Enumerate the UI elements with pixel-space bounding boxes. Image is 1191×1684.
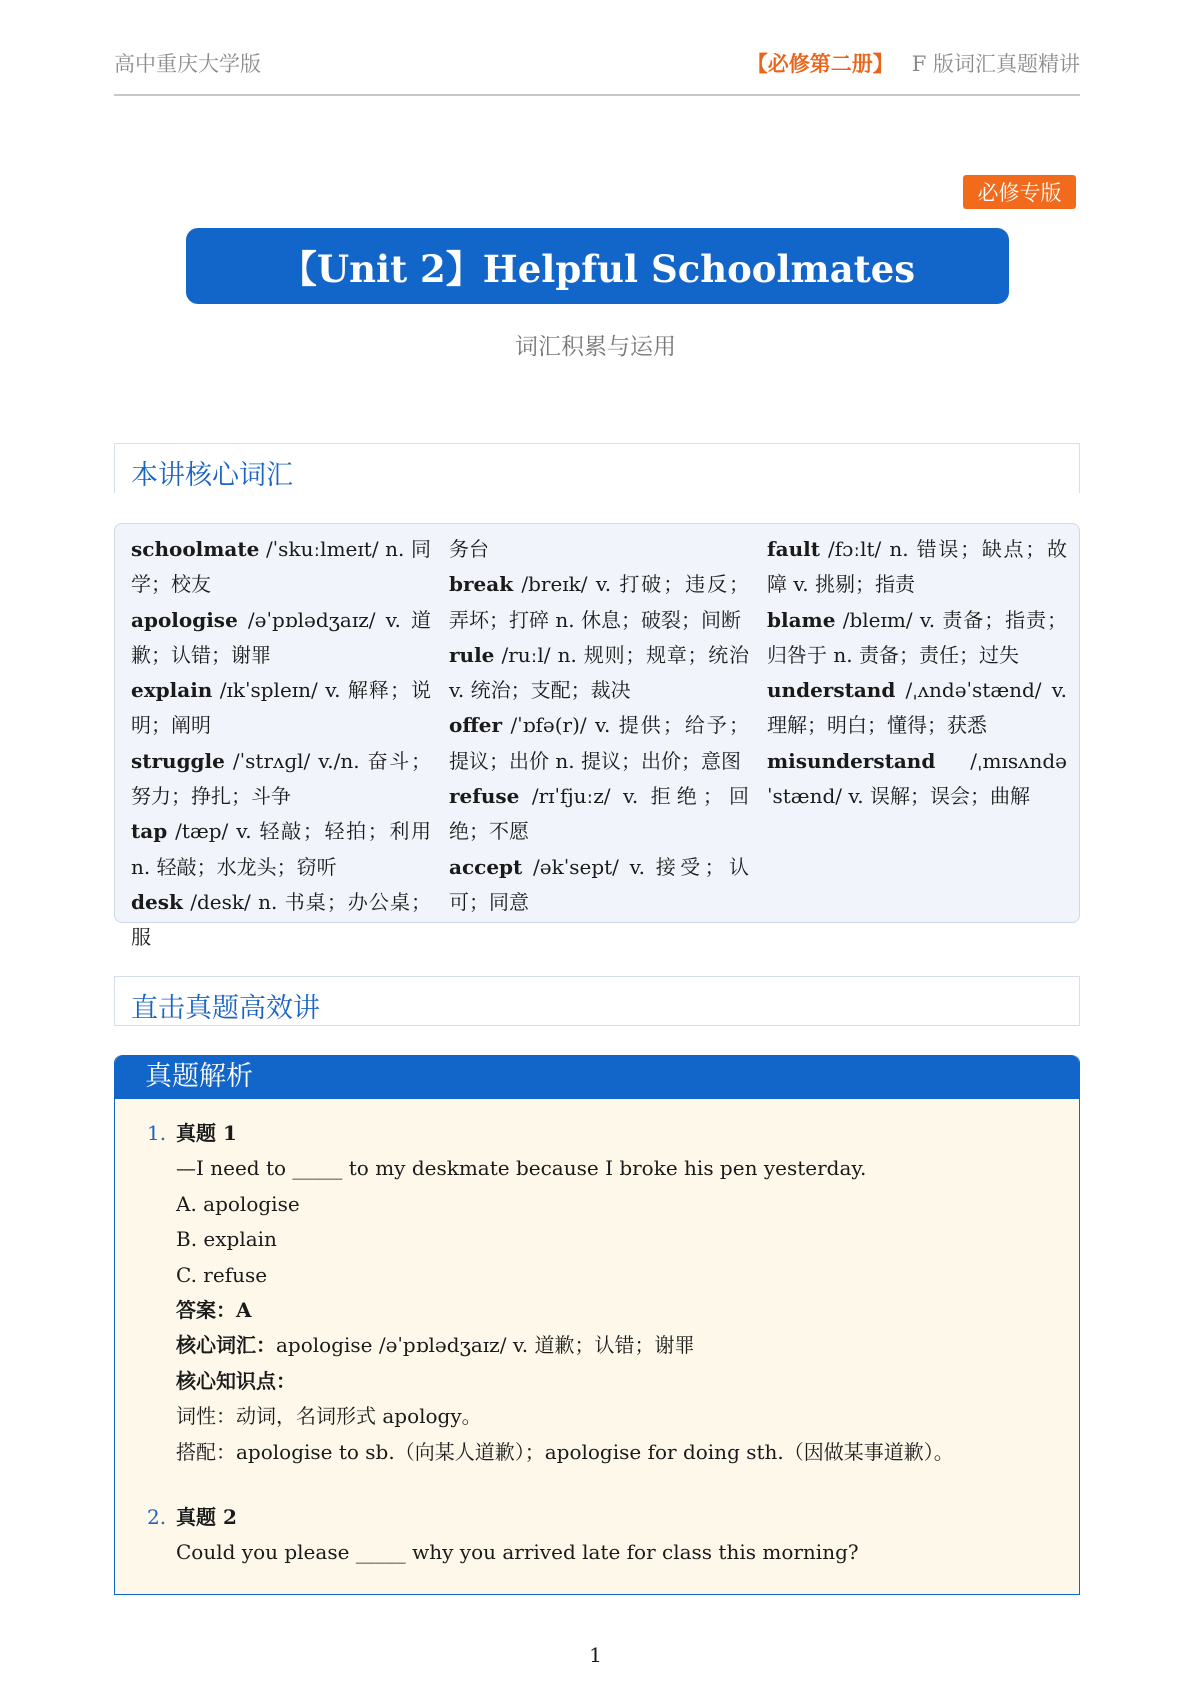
answer-value: A [236, 1298, 252, 1323]
vocab-definition: /ruːl/ n. 规则；规章；统治 v. 统治；支配；裁决 [449, 642, 749, 703]
vocab-word: refuse [449, 784, 520, 809]
vocab-definition: /ˈɒfə(r)/ v. 提供；给予；提议；出价 n. 提议；出价；意图 [449, 713, 749, 773]
vocab-column-2 [449, 532, 749, 920]
vocab-entry [449, 572, 749, 631]
vocab-word: blame [767, 607, 836, 632]
vocab-word: schoolmate [131, 537, 260, 561]
question-label: 真题 1 [176, 1121, 237, 1145]
vocab-entry [449, 784, 749, 843]
question-stem: —I need to _____ to my deskmate because I broke his pen yesterday. [176, 1156, 867, 1181]
header-right-text: F 版词汇真题精讲 [911, 52, 1080, 76]
edition-badge: 必修专版 [963, 175, 1076, 209]
vocab-entry [767, 608, 1067, 667]
vocab-continuation: 务台 [449, 537, 489, 561]
question-label: 真题 2 [176, 1505, 237, 1529]
core-vocab-line [176, 1328, 1046, 1363]
vocab-word: apologise [131, 607, 238, 632]
core-vocab-value: apologise /əˈpɒlədʒaɪz/ v. 道歉；认错；谢罪 [276, 1333, 695, 1358]
core-vocab-label: 核心词汇： [176, 1333, 276, 1358]
option-c: C. refuse [176, 1262, 268, 1287]
header-left-text: 高中重庆大学版 [114, 52, 261, 76]
vocab-entry [449, 713, 749, 772]
unit-title: 【Unit 2】Helpful Schoolmates [279, 247, 916, 291]
vocab-word: fault [767, 537, 820, 561]
option-a: A. apologise [176, 1191, 300, 1216]
vocab-entry [131, 608, 431, 667]
vocab-entry [131, 819, 431, 878]
vocab-word: accept [449, 854, 523, 879]
vocab-entry [767, 678, 1067, 737]
section-core-vocab-header [114, 443, 1080, 493]
vocab-word: desk [131, 889, 183, 914]
answer-line [176, 1293, 1046, 1328]
vocab-definition: /breɪk/ v. 打破；违反；弄坏；打碎 n. 休息；破裂；间断 [449, 572, 749, 632]
option-b: B. explain [176, 1227, 277, 1252]
question-number: 1. [147, 1121, 167, 1145]
vocab-entry [131, 537, 431, 596]
vocab-word: struggle [131, 748, 225, 773]
vocab-definition: /əkˈsept/ v. 接受；认可；同意 [449, 854, 749, 914]
vocab-entry [131, 890, 431, 949]
vocab-column-3 [767, 532, 1067, 814]
vocab-word: understand [767, 678, 896, 703]
vocab-entry [767, 749, 1067, 808]
vocab-definition: /bleɪm/ v. 责备；指责；归咎于 n. 责备；责任；过失 [767, 607, 1067, 667]
vocab-entry [449, 643, 749, 702]
vocab-definition: /əˈpɒlədʒaɪz/ v. 道歉；认错；谢罪 [131, 607, 431, 667]
question-stem: Could you please _____ why you arrived late for class this morning? [176, 1540, 859, 1565]
vocab-entry [131, 749, 431, 808]
vocab-definition: /ˈstrʌɡl/ v./n. 奋斗；努力；挣扎；斗争 [131, 748, 431, 809]
vocab-word: explain [131, 678, 213, 703]
vocab-word: break [449, 572, 514, 597]
vocab-entry [767, 537, 1067, 596]
vocab-definition: /ˌmɪsʌndəˈstænd/ v. 误解；误会；曲解 [767, 748, 1067, 809]
vocab-column-1 [131, 532, 431, 956]
vocab-box [114, 523, 1080, 950]
vocab-definition: /ˌʌndəˈstænd/ v. 理解；明白；懂得；获悉 [767, 678, 1067, 738]
vocab-definition: /ɪkˈspleɪn/ v. 解释；说明；阐明 [131, 678, 431, 738]
page-number: 1 [589, 1643, 602, 1667]
vocab-word: offer [449, 713, 503, 738]
part-of-speech-note: 词性：动词，名词形式 apology。 [176, 1404, 482, 1429]
vocab-word: rule [449, 642, 495, 667]
analysis-box [114, 1055, 1080, 1595]
page-subtitle: 词汇积累与运用 [515, 334, 676, 360]
vocab-entry [131, 678, 431, 737]
vocab-word: tap [131, 819, 168, 844]
section-core-vocab-title: 本讲核心词汇 [131, 460, 293, 491]
question-body [176, 1500, 1046, 1571]
vocab-definition: /fɔːlt/ n. 错误；缺点；故障 v. 挑剔；指责 [767, 537, 1067, 597]
vocab-entry [449, 855, 749, 914]
question-body [176, 1116, 1046, 1470]
vocab-definition: /ˈskuːlmeɪt/ n. 同学；校友 [131, 537, 431, 597]
question-number: 2. [147, 1505, 167, 1529]
answer-label: 答案： [176, 1298, 236, 1323]
analysis-title: 真题解析 [115, 1055, 1079, 1099]
vocab-definition: /rɪˈfjuːz/ v. 拒绝；回绝；不愿 [449, 784, 749, 844]
collocation-note: 搭配：apologise to sb.（向某人道歉）；apologise for doing sth.（因做某事道歉）。 [176, 1439, 954, 1464]
vocab-definition: /desk/ n. 书桌；办公桌；服 [131, 889, 431, 950]
header-divider [114, 94, 1080, 96]
vocab-word: misunderstand [767, 748, 936, 773]
key-points-label: 核心知识点： [176, 1368, 296, 1393]
unit-title-bar [186, 228, 1009, 304]
section-exam-header [114, 976, 1080, 1026]
header-volume: 【必修第二册】 [746, 51, 894, 76]
header-right [747, 48, 1080, 78]
section-exam-title: 直击真题高效讲 [131, 993, 320, 1024]
vocab-definition: /tæp/ v. 轻敲；轻拍；利用 n. 轻敲；水龙头；窃听 [131, 819, 431, 879]
